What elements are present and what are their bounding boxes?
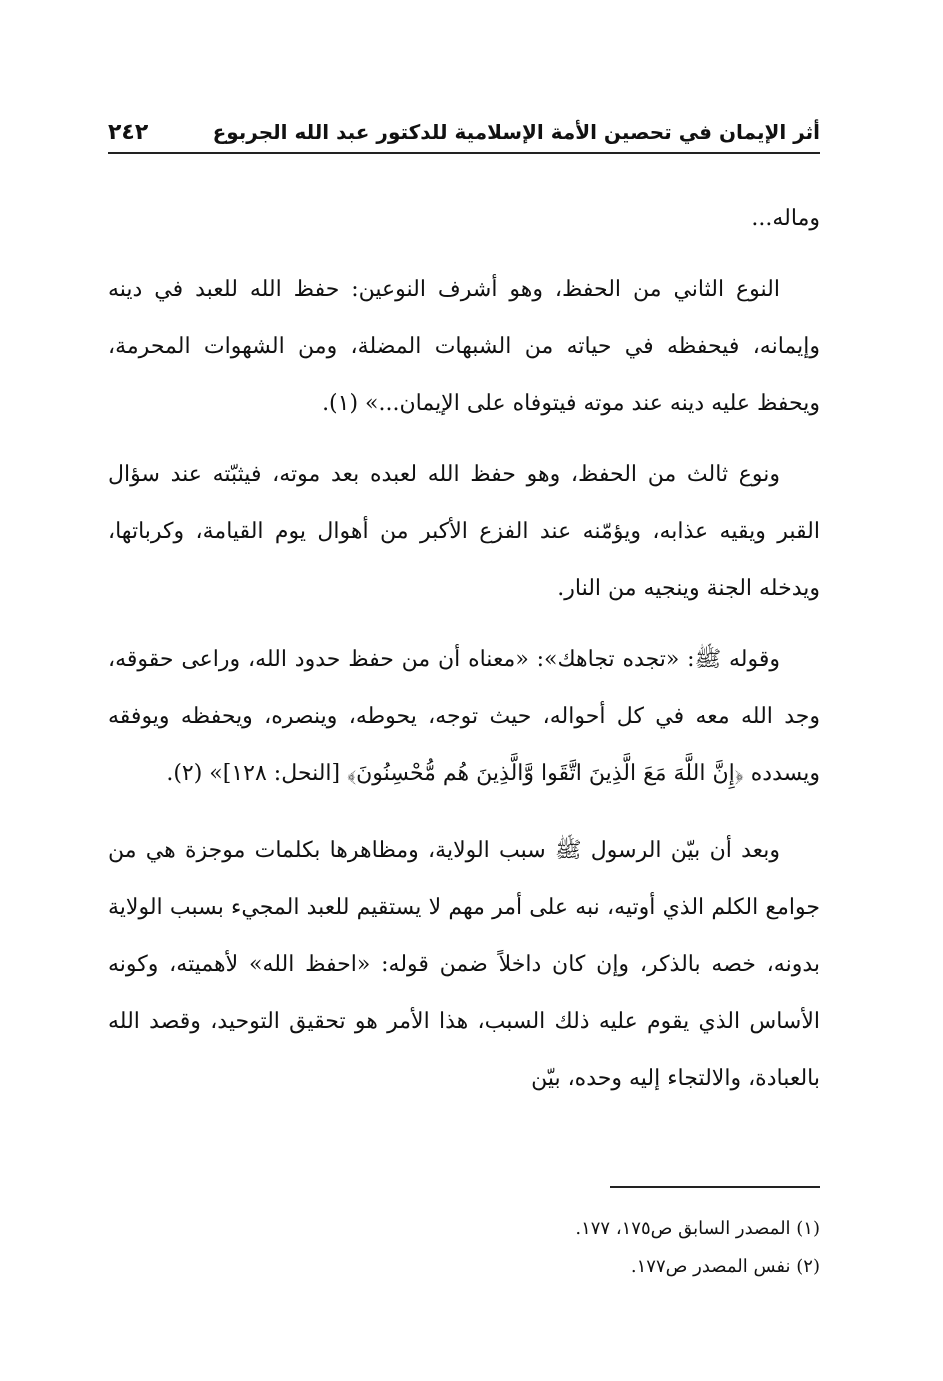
footnote-1: (١) المصدر السابق ص١٧٥، ١٧٧. [575, 1218, 820, 1239]
footnotes [108, 1210, 820, 1286]
main-text [108, 190, 820, 1121]
page-number: ٢٤٢ [108, 119, 149, 145]
paragraph-5: وبعد أن بيّن الرسول ﷺ سبب الولاية، ومظاهرها بكلمات موجزة هي من جوامع الكلم الذي أوتيه، نبه على أمر مهم لا يستقيم للعبد المجيء بسبب الولاية بدونه، خصه بالذكر، وإن كان داخلاً ضمن قوله: «احفظ الله» لأهميته، وكونه الأساس الذي يقوم عليه ذلك السبب، هذا الأمر هو تحقيق التوحيد، وقصد الله بالعبادة، والالتجاء إليه وحده، بيّن [108, 838, 820, 1091]
running-header [108, 112, 820, 154]
paragraph-3: ونوع ثالث من الحفظ، وهو حفظ الله لعبده بعد موته، فيثبّته عند سؤال القبر ويقيه عذابه، ويؤمّنه عند الفزع الأكبر من أهوال يوم القيامة، وكرباتها، ويدخله الجنة وينجيه من النار. [108, 462, 821, 601]
paragraph-4: وقوله ﷺ: «تجده تجاهك»: «معناه أن من حفظ حدود الله، وراعى حقوقه، وجد الله معه في كل أحواله، حيث توجه، يحوطه، وينصره، ويحفظه ويوفقه ويسدده ﴿إِنَّ اللَّهَ مَعَ الَّذِينَ اتَّقَوا وَّالَّذِينَ هُم مُّحْسِنُونَ﴾ [النحل: ١٢٨]» (٢). [108, 647, 820, 786]
header-title: أثر الإيمان في تحصين الأمة الإسلامية للدكتور عبد الله الجربوع [212, 120, 820, 144]
footnote-divider [610, 1186, 820, 1188]
paragraph-1: وماله... [751, 206, 820, 231]
paragraph-2: النوع الثاني من الحفظ، وهو أشرف النوعين: حفظ الله للعبد في دينه وإيمانه، فيحفظه في حياته من الشبهات المضلة، ومن الشهوات المحرمة، ويحفظ عليه دينه عند موته فيتوفاه على الإيمان...» (١). [108, 277, 820, 416]
footnote-2: (٢) نفس المصدر ص١٧٧. [630, 1256, 820, 1277]
